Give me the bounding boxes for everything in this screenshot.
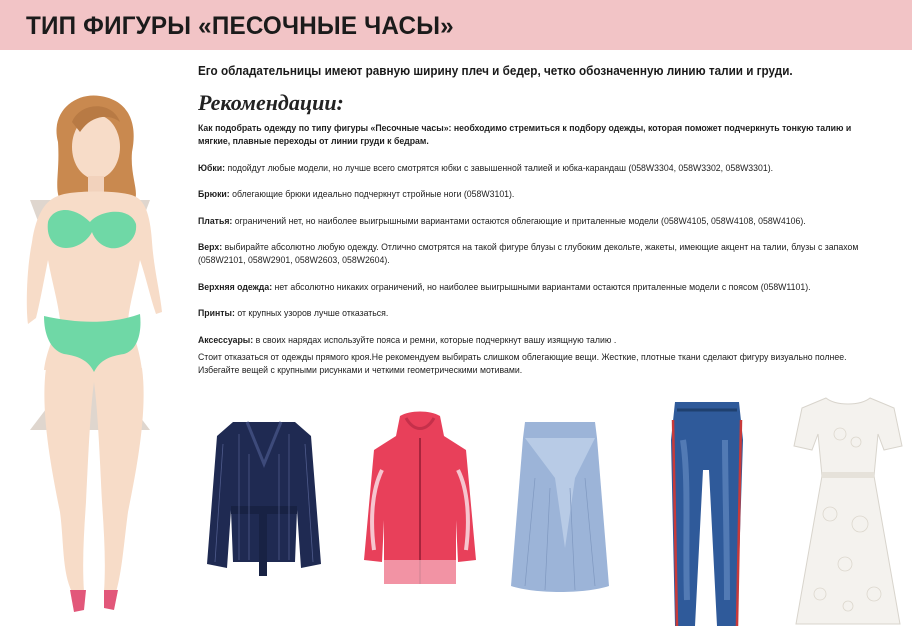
recommendations-heading: Рекомендации: [198,90,344,115]
intro-text: Его обладательницы имеют равную ширину плеч и бедер, четко обозначенную линию талии и груди. [198,64,793,78]
page-title: ТИП ФИГУРЫ «ПЕСОЧНЫЕ ЧАСЫ» [26,12,454,40]
recommendations-lead: Как подобрать одежду по типу фигуры «Песочные часы»: необходимо стремиться к подбору одежды, которая поможет подчеркнуть тонкую талию и мягкие, плавные переходы от линии груди к бедрам. [198,123,852,146]
hourglass-figure-illustration [0,92,190,622]
shoe-icon [104,590,118,610]
recommendation-dresses: Платья: ограничений нет, но наиболее выигрышными вариантами остаются облегающие и приталенные модели (058W4105, 058W4108, 058W4106). [198,215,806,226]
skirt-image [505,418,615,598]
recommendation-skirts: Юбки: подойдут любые модели, но лучше всего смотрятся юбки с завышенной талией и юбка-карандаш (058W3304, 058W3302, 058W3301). [198,162,774,173]
recommendation-outerwear: Верхняя одежда: нет абсолютно никаких ограничений, но наиболее выигрышными вариантами остаются приталенные модели с поясом (058W1101). [198,281,811,292]
jacket-image [203,414,325,584]
lace-dress-image [790,394,906,630]
recommendations-closing: Стоит отказаться от одежды прямого кроя.Не рекомендуем выбирать слишком облегающие вещи. Жесткие, плотные ткани сделают фигуру визуально полнее. Избегайте вещей с крупными рисунками и четкими геометрическими мотивами. [198,351,847,375]
jeans-image [665,400,749,630]
recommendations-body [198,122,885,377]
recommendation-tops: Верх: выбирайте абсолютно любую одежду. Отлично смотрятся на такой фигуре блузы с глубоким декольте, жакеты, имеющие акцент на талии, блузы с запахом (058W2101, 058W2901, 058W2603, 058W2604). [198,242,859,265]
recommendation-accessories: Аксессуары: в своих нарядах используйте пояса и ремни, которые подчеркнут вашу изящную талию . [198,334,617,345]
parka-image [360,410,480,590]
recommendation-trousers: Брюки: облегающие брюки идеально подчеркнут стройные ноги (058W3101). [198,189,515,199]
shoe-icon [70,590,86,612]
recommendation-prints: Принты: от крупных узоров лучше отказаться. [198,308,389,318]
